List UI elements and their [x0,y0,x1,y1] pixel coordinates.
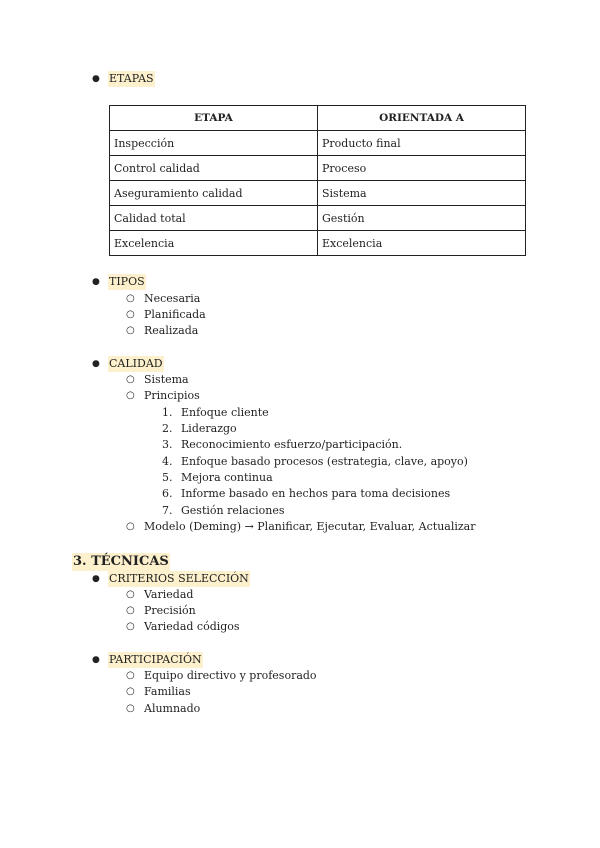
circle-bullet-icon: ○ [126,703,135,714]
circle-bullet-icon: ○ [126,309,135,320]
list-item-label: Variedad [144,588,194,601]
list-item [126,603,196,619]
table-cell: Aseguramiento calidad [110,181,318,206]
bullet-label: ETAPAS [109,72,154,85]
numbered-item [162,421,237,437]
numbered-item-label: Informe basado en hechos para toma decisiones [181,487,451,500]
etapas-table [109,105,526,256]
list-item [126,307,206,323]
bullet-label: CALIDAD [109,357,163,370]
circle-bullet-icon: ○ [126,686,135,697]
table-row [110,231,526,256]
list-item [126,519,476,535]
item-number: 1. [162,406,173,419]
numbered-item-label: Mejora continua [181,471,273,484]
bullet-dot-icon: ● [92,359,100,369]
numbered-item [162,503,284,519]
circle-bullet-icon: ○ [126,589,135,600]
circle-bullet-icon: ○ [126,621,135,632]
circle-bullet-icon: ○ [126,605,135,616]
table-row [110,206,526,231]
table-header-row [110,106,526,131]
list-item [126,619,240,635]
circle-bullet-icon: ○ [126,325,135,336]
bullet-dot-icon: ● [92,574,100,584]
bullet-etapas [92,71,155,87]
table-cell: Producto final [318,131,526,156]
bullet-label: PARTICIPACIÓN [109,653,202,666]
table-cell: Excelencia [318,231,526,256]
list-item-label: Necesaria [144,292,201,305]
list-item-label: Principios [144,389,200,402]
bullet-dot-icon: ● [92,277,100,287]
item-number: 2. [162,422,173,435]
circle-bullet-icon: ○ [126,390,135,401]
table-cell: Gestión [318,206,526,231]
item-number: 5. [162,471,173,484]
table-header-cell: ORIENTADA A [318,106,526,131]
list-item-label: Variedad códigos [144,620,240,633]
list-item-label: Familias [144,685,191,698]
table-row [110,156,526,181]
table-cell: Control calidad [110,156,318,181]
numbered-item [162,454,468,470]
circle-bullet-icon: ○ [126,521,135,532]
list-item-label: Precisión [144,604,196,617]
bullet-label: CRITERIOS SELECCIÓN [109,572,249,585]
circle-bullet-icon: ○ [126,374,135,385]
list-item [126,684,191,700]
bullet-dot-icon: ● [92,74,100,84]
circle-bullet-icon: ○ [126,670,135,681]
list-item-label: Sistema [144,373,189,386]
item-number: 3. [162,438,173,451]
table-cell: Excelencia [110,231,318,256]
table-cell: Sistema [318,181,526,206]
item-number: 7. [162,504,173,517]
numbered-item-label: Reconocimiento esfuerzo/participación. [181,438,403,451]
table-cell: Calidad total [110,206,318,231]
table-row [110,131,526,156]
list-item [126,668,317,684]
bullet-participacion [92,652,203,668]
bullet-tipos [92,274,146,290]
table-header-cell: ETAPA [110,106,318,131]
numbered-item [162,437,402,453]
list-item [126,587,193,603]
numbered-item [162,470,273,486]
item-number: 6. [162,487,173,500]
table-cell: Proceso [318,156,526,181]
item-number: 4. [162,455,173,468]
list-item-label: Modelo (Deming) → Planificar, Ejecutar, Evaluar, Actualizar [144,520,476,533]
numbered-item-label: Enfoque basado procesos (estrategia, clave, apoyo) [181,455,468,468]
list-item [126,701,200,717]
list-item-label: Alumnado [144,702,201,715]
list-item-label: Equipo directivo y profesorado [144,669,317,682]
list-item-label: Planificada [144,308,206,321]
list-item-label: Realizada [144,324,199,337]
numbered-item-label: Liderazgo [181,422,237,435]
numbered-item [162,405,269,421]
bullet-label: TIPOS [109,275,145,288]
section-title: 3. TÉCNICAS [73,554,169,569]
circle-bullet-icon: ○ [126,293,135,304]
numbered-item [162,486,450,502]
table-cell: Inspección [110,131,318,156]
list-item [126,372,189,388]
bullet-criterios [92,571,250,587]
bullet-dot-icon: ● [92,655,100,665]
numbered-item-label: Enfoque cliente [181,406,269,419]
bullet-calidad [92,356,164,372]
list-item [126,323,198,339]
table-row [110,181,526,206]
list-item [126,388,200,404]
numbered-item-label: Gestión relaciones [181,504,285,517]
list-item [126,291,200,307]
